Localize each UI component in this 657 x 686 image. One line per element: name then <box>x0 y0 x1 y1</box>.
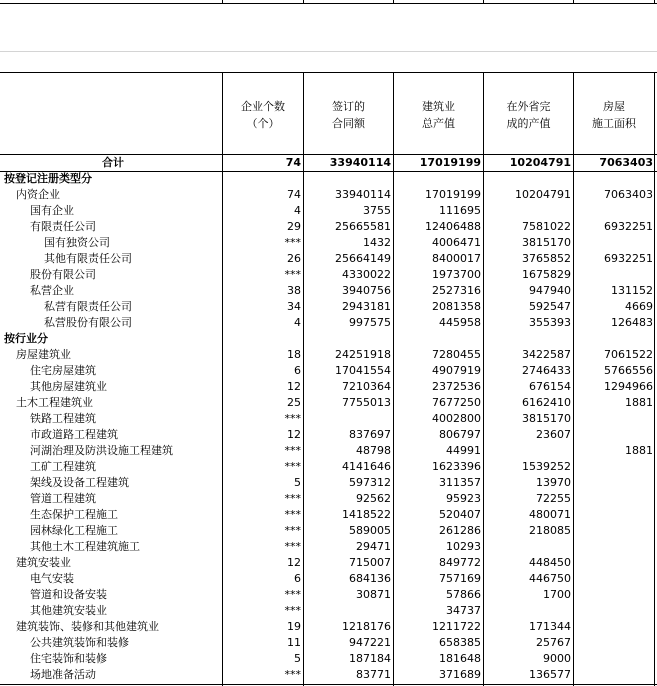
value-cell: 7677250 <box>432 396 481 409</box>
table-row <box>0 667 657 683</box>
row-label: 私营有限责任公司 <box>44 300 132 313</box>
header-enterprise-count: 企业个数 （个） <box>241 100 285 130</box>
value-cell: 6 <box>294 572 301 585</box>
value-cell: 7061522 <box>604 348 653 361</box>
value-cell: 11 <box>287 636 301 649</box>
value-cell: 19 <box>287 620 301 633</box>
value-cell: 355393 <box>529 316 571 329</box>
value-cell: 38 <box>287 284 301 297</box>
value-cell: 6932251 <box>604 252 653 265</box>
value-cell: 218085 <box>529 524 571 537</box>
value-cell: 837697 <box>349 428 391 441</box>
row-label: 场地准备活动 <box>30 668 96 681</box>
value-cell: 445958 <box>439 316 481 329</box>
row-label: 建筑装饰、装修和其他建筑业 <box>16 620 159 633</box>
value-cell: 48798 <box>356 444 391 457</box>
value-cell: 34 <box>287 300 301 313</box>
table-row <box>0 187 657 203</box>
value-cell <box>305 171 391 187</box>
value-cell: *** <box>284 236 301 249</box>
value-cell: 1881 <box>625 444 653 457</box>
table-row <box>0 539 657 555</box>
value-cell: 92562 <box>356 492 391 505</box>
value-cell <box>395 171 481 187</box>
value-cell: *** <box>284 460 301 473</box>
header-floor-area: 房屋 施工面积 <box>592 100 636 130</box>
value-cell: 1539252 <box>522 460 571 473</box>
row-label: 房屋建筑业 <box>16 348 71 361</box>
value-cell <box>575 587 653 603</box>
value-cell: *** <box>284 268 301 281</box>
value-cell: 997575 <box>349 316 391 329</box>
value-cell: 806797 <box>439 428 481 441</box>
value-cell <box>305 411 391 427</box>
header-contract-amount: 签订的 合同额 <box>332 100 365 130</box>
col-stub <box>483 0 484 4</box>
row-label: 生态保护工程施工 <box>30 508 118 521</box>
value-cell: 589005 <box>349 524 391 537</box>
value-cell: 57866 <box>446 588 481 601</box>
table-row <box>0 619 657 635</box>
value-cell <box>223 331 301 347</box>
value-cell: 6932251 <box>604 220 653 233</box>
value-cell: 12406488 <box>425 220 481 233</box>
value-cell <box>485 539 571 555</box>
value-cell: 1418522 <box>342 508 391 521</box>
value-cell: 5766556 <box>604 364 653 377</box>
value-cell: 17019199 <box>419 156 481 169</box>
value-cell <box>575 171 653 187</box>
value-cell: 17019199 <box>425 188 481 201</box>
value-cell: 24251918 <box>335 348 391 361</box>
value-cell: 5 <box>294 476 301 489</box>
value-cell: *** <box>284 492 301 505</box>
header-out-of-province-output: 在外省完 成的产值 <box>506 100 551 130</box>
value-cell <box>575 555 653 571</box>
table-row <box>0 555 657 571</box>
value-cell: 25665581 <box>335 220 391 233</box>
row-label: 其他土木工程建筑施工 <box>30 540 140 553</box>
value-cell: 181648 <box>439 652 481 665</box>
value-cell: 480071 <box>529 508 571 521</box>
value-cell: 74 <box>285 156 301 169</box>
value-cell <box>305 331 391 347</box>
value-cell: 3765852 <box>522 252 571 265</box>
total-row <box>0 155 657 171</box>
value-cell: 44991 <box>446 444 481 457</box>
value-cell: 7280455 <box>432 348 481 361</box>
table-row <box>0 219 657 235</box>
value-cell: 3815170 <box>522 412 571 425</box>
value-cell: 947221 <box>349 636 391 649</box>
row-label: 管道工程建筑 <box>30 492 96 505</box>
value-cell <box>395 331 481 347</box>
value-cell: 371689 <box>439 668 481 681</box>
row-label: 其他有限责任公司 <box>44 252 132 265</box>
row-label: 住宅房屋建筑 <box>30 364 96 377</box>
table-row <box>0 475 657 491</box>
value-cell: 26 <box>287 252 301 265</box>
value-cell: 4002800 <box>432 412 481 425</box>
value-cell: 684136 <box>349 572 391 585</box>
top-row-border <box>0 3 657 4</box>
table-row <box>0 427 657 443</box>
value-cell <box>575 507 653 523</box>
header-total-output: 建筑业 总产值 <box>422 100 455 130</box>
value-cell: 3815170 <box>522 236 571 249</box>
row-label: 铁路工程建筑 <box>30 412 96 425</box>
value-cell: 95923 <box>446 492 481 505</box>
value-cell: 597312 <box>349 476 391 489</box>
value-cell: 17041554 <box>335 364 391 377</box>
table-row <box>0 459 657 475</box>
value-cell: *** <box>284 524 301 537</box>
value-cell: 30871 <box>356 588 391 601</box>
value-cell: 2372536 <box>432 380 481 393</box>
value-cell: 2943181 <box>342 300 391 313</box>
value-cell <box>575 667 653 683</box>
value-cell <box>575 203 653 219</box>
value-cell <box>485 603 571 619</box>
value-cell <box>575 635 653 651</box>
value-cell <box>223 171 301 187</box>
table-row <box>0 443 657 459</box>
value-cell: 1218176 <box>342 620 391 633</box>
col-stub <box>303 0 304 4</box>
value-cell: 4006471 <box>432 236 481 249</box>
value-cell: 72255 <box>536 492 571 505</box>
value-cell: 12 <box>287 380 301 393</box>
row-label: 合计 <box>102 156 124 169</box>
table-row <box>0 395 657 411</box>
row-label: 国有独资公司 <box>44 236 110 249</box>
value-cell <box>575 235 653 251</box>
table-row <box>0 571 657 587</box>
row-label: 其他建筑安装业 <box>30 604 107 617</box>
value-cell: *** <box>284 668 301 681</box>
value-cell: 261286 <box>439 524 481 537</box>
value-cell: 7210364 <box>342 380 391 393</box>
table-row <box>0 507 657 523</box>
value-cell <box>575 411 653 427</box>
value-cell: 3422587 <box>522 348 571 361</box>
header-top-border <box>0 72 657 73</box>
value-cell: *** <box>284 588 301 601</box>
row-label: 私营企业 <box>30 284 74 297</box>
table-row <box>0 523 657 539</box>
table-row <box>0 491 657 507</box>
value-cell: 4907919 <box>432 364 481 377</box>
value-cell: 3755 <box>363 204 391 217</box>
row-label: 电气安装 <box>30 572 74 585</box>
value-cell: 7063403 <box>604 188 653 201</box>
value-cell: 448450 <box>529 556 571 569</box>
value-cell <box>305 603 391 619</box>
row-label: 股份有限公司 <box>30 268 96 281</box>
value-cell: 12 <box>287 428 301 441</box>
value-cell <box>485 331 571 347</box>
value-cell <box>575 619 653 635</box>
value-cell: 1973700 <box>432 268 481 281</box>
value-cell: 2081358 <box>432 300 481 313</box>
row-label: 按行业分 <box>4 332 48 345</box>
value-cell: 25664149 <box>335 252 391 265</box>
value-cell: 1700 <box>543 588 571 601</box>
value-cell <box>575 331 653 347</box>
table-row <box>0 283 657 299</box>
value-cell <box>575 475 653 491</box>
value-cell: 13970 <box>536 476 571 489</box>
value-cell <box>575 491 653 507</box>
value-cell: 23607 <box>536 428 571 441</box>
value-cell <box>575 571 653 587</box>
table-row <box>0 299 657 315</box>
value-cell: 1211722 <box>432 620 481 633</box>
bottom-row-border <box>0 684 657 685</box>
value-cell: *** <box>284 444 301 457</box>
value-cell: 1294966 <box>604 380 653 393</box>
value-cell: 131152 <box>611 284 653 297</box>
value-cell: 25767 <box>536 636 571 649</box>
value-cell: 947940 <box>529 284 571 297</box>
value-cell <box>575 427 653 443</box>
value-cell: 676154 <box>529 380 571 393</box>
value-cell <box>575 459 653 475</box>
value-cell: 10204791 <box>515 188 571 201</box>
value-cell: 715007 <box>349 556 391 569</box>
value-cell: 10204791 <box>509 156 571 169</box>
value-cell: 136577 <box>529 668 571 681</box>
value-cell: 7581022 <box>522 220 571 233</box>
value-cell: 18 <box>287 348 301 361</box>
gridline <box>0 51 657 52</box>
value-cell <box>575 651 653 667</box>
value-cell: *** <box>284 412 301 425</box>
section-row <box>0 171 657 187</box>
row-label: 建筑安装业 <box>16 556 71 569</box>
value-cell <box>575 603 653 619</box>
value-cell <box>485 171 571 187</box>
value-cell: 33940114 <box>335 188 391 201</box>
value-cell: 187184 <box>349 652 391 665</box>
row-label: 市政道路工程建筑 <box>30 428 118 441</box>
value-cell: 658385 <box>439 636 481 649</box>
table-row <box>0 203 657 219</box>
value-cell: 2527316 <box>432 284 481 297</box>
value-cell: 4141646 <box>342 460 391 473</box>
value-cell: 7755013 <box>342 396 391 409</box>
row-label: 其他房屋建筑业 <box>30 380 107 393</box>
value-cell: 4 <box>294 316 301 329</box>
value-cell: 33940114 <box>329 156 391 169</box>
value-cell: 2746433 <box>522 364 571 377</box>
value-cell: 5 <box>294 652 301 665</box>
row-label: 国有企业 <box>30 204 74 217</box>
value-cell <box>575 267 653 283</box>
row-label: 架线及设备工程建筑 <box>30 476 129 489</box>
table-row <box>0 363 657 379</box>
value-cell: 9000 <box>543 652 571 665</box>
value-cell: 592547 <box>529 300 571 313</box>
value-cell: 34737 <box>446 604 481 617</box>
row-label: 私营股份有限公司 <box>44 316 132 329</box>
table-row <box>0 587 657 603</box>
table-row <box>0 251 657 267</box>
row-label: 按登记注册类型分 <box>4 172 92 185</box>
value-cell: 4669 <box>625 300 653 313</box>
table-row <box>0 267 657 283</box>
table-row <box>0 235 657 251</box>
value-cell: 111695 <box>439 204 481 217</box>
value-cell: 6 <box>294 364 301 377</box>
table-row <box>0 315 657 331</box>
value-cell <box>575 523 653 539</box>
section-row <box>0 331 657 347</box>
value-cell: 126483 <box>611 316 653 329</box>
value-cell: 74 <box>287 188 301 201</box>
row-label: 工矿工程建筑 <box>30 460 96 473</box>
row-label: 管道和设备安装 <box>30 588 107 601</box>
row-label: 住宅装饰和装修 <box>30 652 107 665</box>
value-cell: 1432 <box>363 236 391 249</box>
value-cell: 8400017 <box>432 252 481 265</box>
value-cell: *** <box>284 540 301 553</box>
value-cell: 83771 <box>356 668 391 681</box>
table-row <box>0 651 657 667</box>
table-row <box>0 635 657 651</box>
value-cell: *** <box>284 604 301 617</box>
value-cell <box>485 443 571 459</box>
table-row <box>0 379 657 395</box>
value-cell: 4330022 <box>342 268 391 281</box>
value-cell: 520407 <box>439 508 481 521</box>
col-stub <box>222 0 223 4</box>
value-cell: 446750 <box>529 572 571 585</box>
value-cell: 311357 <box>439 476 481 489</box>
value-cell: 29 <box>287 220 301 233</box>
value-cell: 1675829 <box>522 268 571 281</box>
row-label: 内资企业 <box>16 188 60 201</box>
row-label: 土木工程建筑业 <box>16 396 93 409</box>
value-cell: *** <box>284 508 301 521</box>
value-cell: 1623396 <box>432 460 481 473</box>
table-row <box>0 347 657 363</box>
value-cell: 171344 <box>529 620 571 633</box>
value-cell: 849772 <box>439 556 481 569</box>
value-cell: 3940756 <box>342 284 391 297</box>
table-row <box>0 411 657 427</box>
col-stub <box>393 0 394 4</box>
table-row <box>0 603 657 619</box>
value-cell <box>485 203 571 219</box>
row-label: 公共建筑装饰和装修 <box>30 636 129 649</box>
row-label: 河湖治理及防洪设施工程建筑 <box>30 444 173 457</box>
col-stub <box>654 0 655 4</box>
value-cell: 29471 <box>356 540 391 553</box>
value-cell: 6162410 <box>522 396 571 409</box>
value-cell: 25 <box>287 396 301 409</box>
value-cell: 4 <box>294 204 301 217</box>
value-cell <box>575 539 653 555</box>
value-cell: 7063403 <box>599 156 653 169</box>
row-label: 有限责任公司 <box>30 220 96 233</box>
value-cell: 757169 <box>439 572 481 585</box>
value-cell: 10293 <box>446 540 481 553</box>
row-label: 园林绿化工程施工 <box>30 524 118 537</box>
value-cell: 1881 <box>625 396 653 409</box>
col-stub <box>573 0 574 4</box>
value-cell: 12 <box>287 556 301 569</box>
